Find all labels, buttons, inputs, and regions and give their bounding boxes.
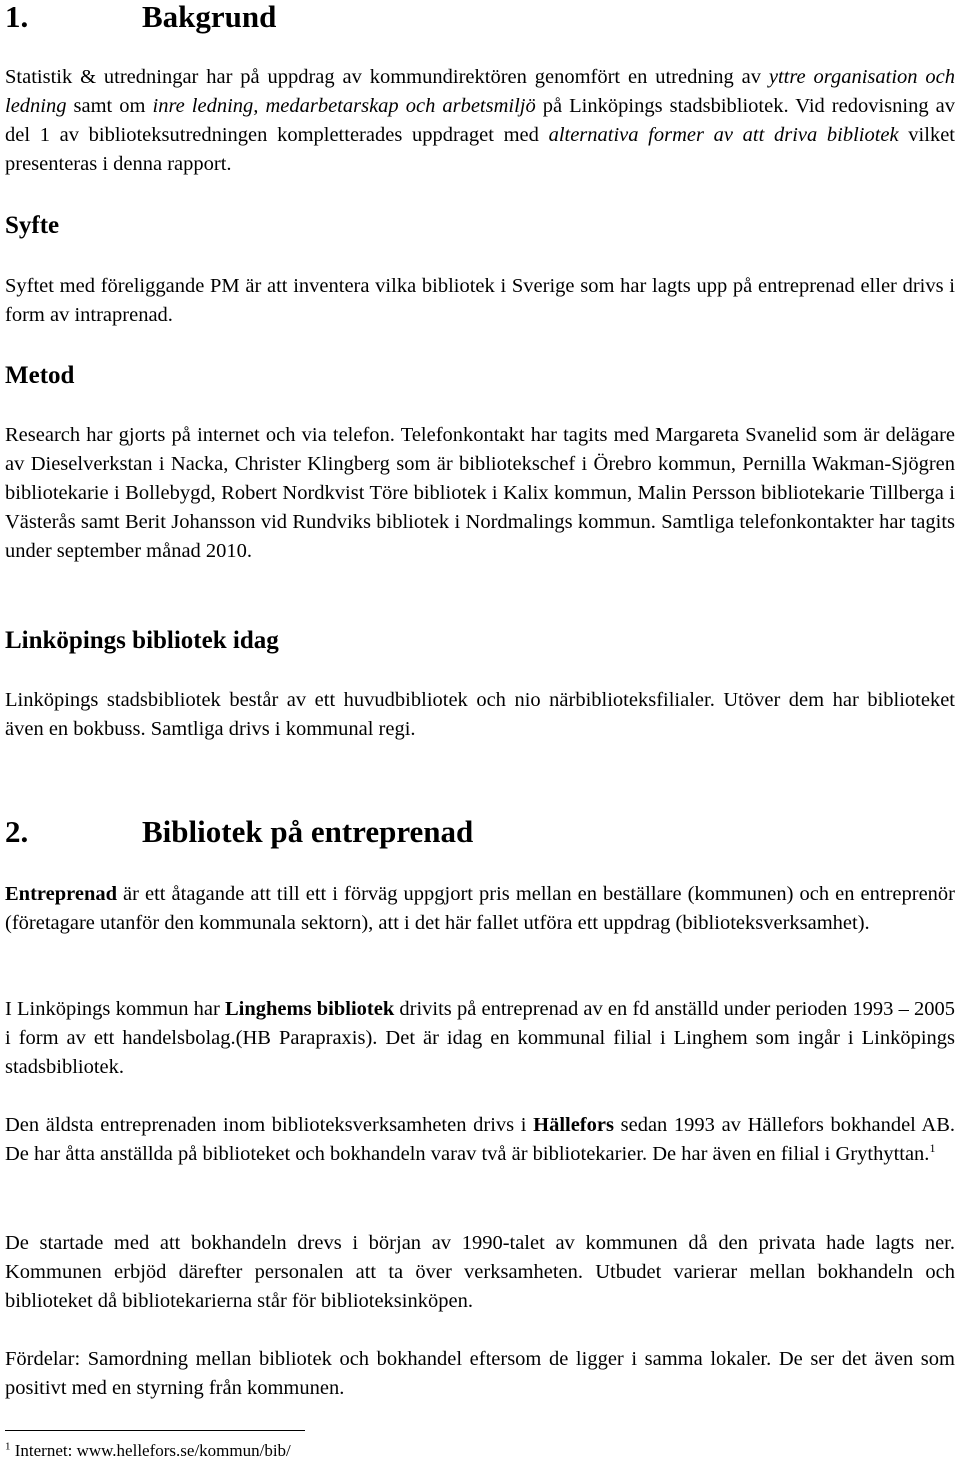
advantages-paragraph: Fördelar: Samordning mellan bibliotek och bokhandel eftersom de ligger i samma lokaler. De ser det även som positivt med en styrning från kommunen. <box>5 1348 955 1399</box>
term-hallefors: Hällefors <box>533 1114 614 1136</box>
hallefors-paragraph <box>5 1111 955 1169</box>
paragraph-text: sedan 1993 av Hällefors bokhandel AB. De har åtta anställda på biblioteket och bokhandeln varav två är bibliotekarier. De har även en filial i Grythyttan. <box>5 1114 955 1165</box>
intro-emphasis: alternativa former av att driva bibliotek <box>548 124 899 146</box>
footnote-text: Internet: www.hellefors.se/kommun/bib/ <box>10 1441 291 1460</box>
footnote-reference[interactable]: 1 <box>929 1141 936 1156</box>
history-paragraph: De startade med att bokhandeln drevs i början av 1990-talet av kommunen då den privata hade lagts ner. Kommunen erbjöd därefter personalen att ta över verksamheten. Utbudet varierar mellan bokhandeln och biblioteket då bibliotekarierna står för biblioteksinköpen. <box>5 1232 955 1312</box>
paragraph-text: drivits på entreprenad av en fd anställd under perioden 1993 – 2005 i form av ett handelsbolag.(HB Parapraxis). Det är idag en kommunal filial i Linghem som ingår i Linköpings stadsbibliotek. <box>5 998 955 1078</box>
footnote <box>5 1440 291 1462</box>
intro-text: vilket presenteras i denna rapport. <box>5 124 955 175</box>
section-title: Bakgrund <box>142 0 277 34</box>
entreprenad-definition-paragraph <box>5 880 955 938</box>
intro-emphasis: yttre organisation och ledning <box>5 66 956 117</box>
metod-paragraph: Research har gjorts på internet och via telefon. Telefonkontakt har tagits med Margareta Svanelid som är delägare av Dieselverkstan i Nacka, Christer Klingberg som är bibliotekschef i Örebro kommun, Pernilla Wakman-Sjögren bibliotekarie i Bollebygd, Robert Nordkvist Töre bibliotek i Kalix kommun, Malin Persson bibliotekarie Tillberga i Västerås samt Berit Johansson vid Rundviks bibliotek i Nordmalings kommun. Samtliga telefonkontakter har tagits under september månad 2010. <box>5 424 955 562</box>
metod-heading: Metod <box>5 362 75 389</box>
intro-text: Statistik & utredningar har på uppdrag av kommundirektören genomfört en utredning av <box>5 66 769 88</box>
linghem-paragraph <box>5 995 955 1082</box>
paragraph-text: är ett åtagande att till ett i förväg uppgjort pris mellan en beställare (kommunen) och en entreprenör (företagare utanför den kommunala sektorn), att i det här fallet utföra ett uppdrag (biblioteksverksamhet). <box>5 883 955 934</box>
idag-heading: Linköpings bibliotek idag <box>5 627 279 654</box>
footnote-separator <box>5 1430 305 1431</box>
syfte-paragraph: Syftet med föreliggande PM är att inventera vilka bibliotek i Sverige som har lagts upp på entreprenad eller drivs i form av intraprenad. <box>5 275 955 326</box>
paragraph-text: I Linköpings kommun har <box>5 998 225 1020</box>
section-2-heading <box>5 815 955 849</box>
syfte-heading: Syfte <box>5 212 60 239</box>
term-linghems-bibliotek: Linghems bibliotek <box>225 998 395 1020</box>
intro-text: samt om <box>66 95 153 117</box>
section-title: Bibliotek på entreprenad <box>142 814 474 849</box>
idag-paragraph: Linköpings stadsbibliotek består av ett huvudbibliotek och nio närbiblioteksfilialer. Utöver dem har biblioteket även en bokbuss. Samtliga drivs i kommunal regi. <box>5 689 955 740</box>
section-number: 1. <box>5 0 29 34</box>
section-1-heading <box>5 0 955 34</box>
paragraph-text: Den äldsta entreprenaden inom biblioteksverksamheten drivs i <box>5 1114 534 1136</box>
intro-text: på Linköpings stadsbibliotek. Vid redovisning av del 1 av biblioteksutredningen kompletterades uppdraget med <box>5 95 955 146</box>
section-number: 2. <box>5 814 29 849</box>
footnote-marker: 1 <box>5 1440 11 1453</box>
intro-emphasis: inre ledning, medarbetarskap och arbetsmiljö <box>152 95 536 117</box>
term-entreprenad: Entreprenad <box>5 883 118 905</box>
intro-paragraph <box>5 63 955 179</box>
